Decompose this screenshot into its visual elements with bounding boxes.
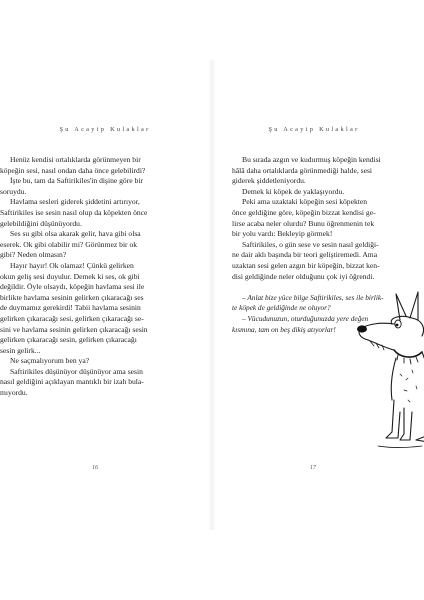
text-line: önce geldiğine göre, köpeğin bizzat kendisi ge- xyxy=(232,207,376,217)
text-line: gibi? Neden olmasın? xyxy=(0,250,67,260)
text-line: sini ve havlama sesinin gelirken çıkaracağı sesin xyxy=(0,324,148,334)
text-line: soruydu. xyxy=(0,186,27,196)
text-line: değildir. Öyle olsaydı, köpeğin havlama sesi ile xyxy=(0,282,145,292)
text-line: Henüz kendisi ortalıklarda görünmeyen bir xyxy=(10,155,141,164)
page-number-right: 17 xyxy=(310,465,316,471)
text-line: İşte bu, tam da Saftirikiles'in dişine göre bir xyxy=(10,176,143,186)
text-line: Peki ama uzaktaki köpeğin sesi köpekten xyxy=(242,197,368,207)
dog-eye xyxy=(395,320,401,328)
text-line: Saftirikiles düşünüyor düşünüyor ama sesin xyxy=(10,366,143,376)
text-line: disi geldiğinde neler olduğunu çok iyi öğrendi. xyxy=(232,271,375,281)
page-number-left: 16 xyxy=(92,465,98,471)
text-line: eserek. Ok gibi olabilir mi? Görünmez bir ok xyxy=(0,239,138,249)
dialogue-line: – Vücudunuzun, oturduğunuzda yere değen xyxy=(242,313,369,323)
text-line: Demek ki köpek de yaklaşıyordu. xyxy=(242,186,345,196)
text-line: okun geliş sesi duyulur. Demek ki ses, ok gibi xyxy=(0,271,140,281)
ground-line xyxy=(378,446,422,448)
text-line: gelirken çıkaracağı sesin, gelirken çıkaracağı xyxy=(0,335,137,345)
dog-chest xyxy=(391,358,396,400)
text-line: giderek şiddetleniyordu. xyxy=(232,176,306,186)
dog-hind-leg xyxy=(416,402,424,442)
dialogue-line: te köpek de geldiğinde ne oluyor? xyxy=(232,303,331,313)
text-line: gelirken çıkaracağı sesi, gelirken çıkaracağı se- xyxy=(0,313,144,323)
text-line: Ne saçmalıyorum ben ya? xyxy=(10,356,90,366)
text-line: mıyordu. xyxy=(0,388,28,398)
text-line: bir yolu vardı: Bekleyip görmek! xyxy=(232,229,333,239)
text-line: ne dair aklı başında bir teori geliştiremedi. Ama xyxy=(232,250,378,260)
barking-dog-illustration xyxy=(342,262,424,477)
dog-ear-right xyxy=(410,292,418,320)
dog-jaw xyxy=(368,340,394,350)
left-body-text xyxy=(0,155,180,399)
dialogue-line: – Anlat bize yüce bilge Saftirikiles, ses ile birlik- xyxy=(242,292,384,302)
text-line: köpeğin sesi, nasıl ondan daha önce gelebilirdi? xyxy=(0,165,146,175)
text-line: gelebildiğini düşünüyordu. xyxy=(0,218,82,228)
text-line: Ses su gibi olsa akarak gelir, hava gibi olsa xyxy=(10,229,141,239)
text-line: Saftirikiles ise sesin nasıl olup da köpekten önce xyxy=(0,207,148,217)
text-line: birlikte havlama sesinin gelirken çıkaracağı ses xyxy=(0,292,144,302)
running-head-right: Şu Acayip Kulaklar xyxy=(268,126,360,133)
right-page xyxy=(212,0,424,600)
dog-fur-marks xyxy=(400,370,417,402)
text-line: nasıl geldiğini açıklayan mantıklı bir izah bula- xyxy=(0,377,144,387)
text-line: Bu sırada azgın ve kudurmuş köpeğin kendisi xyxy=(242,155,381,164)
dog-teeth xyxy=(370,341,384,350)
dog-pupil xyxy=(396,324,399,327)
text-line: Havlama sesleri giderek şiddetini artırıyor, xyxy=(10,197,140,207)
dog-nose xyxy=(357,325,367,332)
text-line: de duymamız gerekirdi! Tabii havlama sesinin xyxy=(0,303,141,313)
dog-front-leg-2 xyxy=(400,408,412,440)
dog-front-leg xyxy=(386,400,400,438)
text-line: Hayır hayır! Ok olamaz! Çünkü gelirken xyxy=(10,260,134,270)
text-line: uzaktan sesi gelen azgın bir köpeğin, bizzat ken- xyxy=(232,260,380,270)
dialogue-line: kısmına, tam on beş dikiş atıyorlar! xyxy=(232,324,336,334)
text-line: Saftirikiles, o gün sese ve sesin nasıl geldiği- xyxy=(242,239,379,249)
text-line: lirse acaba neler olurdu? Bunu öğrenmenin tek xyxy=(232,218,375,228)
text-line: hâlâ daha ortalıklarda görünmediği halde, sesi xyxy=(232,165,373,175)
running-head-left: Şu Acayip Kulaklar xyxy=(59,126,151,133)
text-line: sesin gelirk... xyxy=(0,345,41,355)
